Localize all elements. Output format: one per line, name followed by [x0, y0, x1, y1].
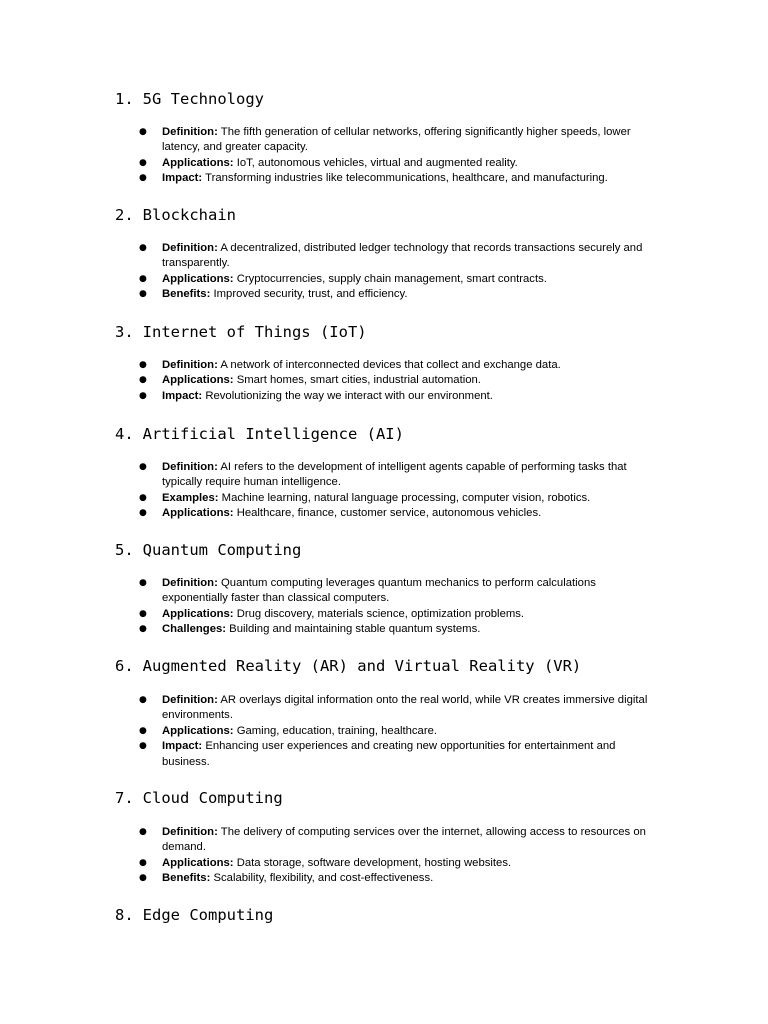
item-text: Revolutionizing the way we interact with our environment. [202, 389, 493, 402]
section-title: Quantum Computing [142, 541, 302, 559]
bullet-icon: ● [139, 608, 147, 619]
bullet-icon: ● [139, 360, 147, 370]
item-label: Applications: [162, 724, 234, 737]
section-heading [115, 424, 404, 444]
list-item [0, 125, 652, 156]
list-item [0, 739, 652, 770]
section-title: Edge Computing [142, 906, 274, 924]
item-label: Definition: [162, 242, 218, 254]
item-text: A network of interconnected devices that collect and exchange data. [217, 359, 561, 371]
item-text: AI refers to the development of intelligent agents capable of performing tasks that typically require human intelligence. [162, 461, 627, 489]
item-label: Impact: [162, 172, 203, 185]
item-text: The fifth generation of cellular networks, offering significantly higher speeds, lower latency, and greater capacity. [162, 126, 631, 154]
section-number: 4. [115, 425, 134, 443]
bullet-icon: ● [139, 508, 147, 519]
section-title: Augmented Reality (AR) and Virtual Reality (VR) [142, 657, 582, 675]
section-number: 7. [115, 789, 134, 807]
bullet-list [0, 241, 652, 303]
bullet-list [0, 576, 652, 638]
list-item [0, 389, 652, 404]
section-heading [115, 205, 236, 225]
list-item [0, 156, 652, 171]
bullet-icon: ● [139, 624, 147, 635]
item-label: Benefits: [162, 872, 211, 885]
section-number: 8. [115, 906, 134, 924]
item-text: Smart homes, smart cities, industrial automation. [233, 374, 481, 387]
item-text: Cryptocurrencies, supply chain management, smart contracts. [233, 272, 547, 285]
item-text: Healthcare, finance, customer service, autonomous vehicles. [233, 507, 542, 520]
section-title: Blockchain [142, 206, 236, 224]
list-item [0, 693, 652, 724]
item-label: Impact: [162, 389, 203, 402]
bullet-icon: ● [139, 873, 147, 884]
list-item [0, 491, 652, 506]
item-text: Enhancing user experiences and creating new opportunities for entertainment and business. [162, 740, 616, 768]
bullet-icon: ● [139, 375, 147, 386]
item-text: Machine learning, natural language processing, computer vision, robotics. [218, 491, 591, 504]
section-heading [115, 788, 283, 808]
bullet-icon: ● [139, 492, 147, 503]
item-label: Definition: [162, 461, 218, 473]
section-title: Internet of Things (IoT) [142, 323, 367, 341]
bullet-icon: ● [139, 857, 147, 868]
bullet-icon: ● [139, 462, 147, 472]
item-label: Examples: [162, 491, 219, 504]
item-text: Drug discovery, materials science, optimization problems. [233, 607, 525, 620]
bullet-icon: ● [139, 390, 147, 401]
list-item [0, 622, 652, 637]
item-label: Definition: [162, 126, 218, 138]
section-number: 2. [115, 206, 134, 224]
section-heading [115, 905, 273, 925]
bullet-list [0, 358, 652, 404]
section-heading [115, 89, 264, 109]
list-item [0, 607, 652, 622]
item-label: Applications: [162, 856, 234, 869]
item-text: IoT, autonomous vehicles, virtual and augmented reality. [233, 156, 518, 169]
item-label: Challenges: [162, 623, 227, 636]
bullet-icon: ● [139, 289, 147, 300]
bullet-icon: ● [139, 127, 147, 137]
item-label: Applications: [162, 374, 234, 387]
bullet-list [0, 825, 652, 887]
list-item [0, 871, 652, 886]
item-text: The delivery of computing services over the internet, allowing access to resources on demand. [162, 826, 646, 854]
item-label: Applications: [162, 156, 234, 169]
list-item [0, 241, 652, 272]
list-item [0, 576, 652, 607]
bullet-list [0, 460, 652, 522]
item-text: Data storage, software development, hosting websites. [233, 856, 512, 869]
section-title: Artificial Intelligence (AI) [142, 425, 404, 443]
section-heading [115, 656, 581, 676]
list-item [0, 825, 652, 856]
item-label: Definition: [162, 577, 218, 589]
section-number: 3. [115, 323, 134, 341]
bullet-list [0, 693, 652, 770]
section-title: 5G Technology [142, 90, 264, 108]
list-item [0, 856, 652, 871]
bullet-icon: ● [139, 157, 147, 168]
list-item [0, 506, 652, 521]
item-text: Gaming, education, training, healthcare. [233, 724, 438, 737]
list-item [0, 460, 652, 491]
section-number: 6. [115, 657, 134, 675]
section-number: 5. [115, 541, 134, 559]
bullet-icon: ● [139, 827, 147, 837]
item-text: Improved security, trust, and efficiency. [210, 288, 408, 301]
item-text: A decentralized, distributed ledger technology that records transactions securely and transparently. [162, 242, 643, 270]
bullet-list [0, 125, 652, 187]
item-label: Definition: [162, 359, 218, 371]
section-heading [115, 540, 301, 560]
bullet-icon: ● [139, 578, 147, 588]
section-title: Cloud Computing [142, 789, 283, 807]
section-number: 1. [115, 90, 134, 108]
list-item [0, 358, 652, 373]
bullet-icon: ● [139, 741, 147, 752]
list-item [0, 724, 652, 739]
item-label: Applications: [162, 507, 234, 520]
item-label: Definition: [162, 826, 218, 838]
item-label: Definition: [162, 694, 218, 706]
item-text: AR overlays digital information onto the real world, while VR creates immersive digital environments. [162, 694, 648, 722]
item-text: Quantum computing leverages quantum mechanics to perform calculations exponentially faster than classical computers. [162, 577, 596, 605]
bullet-icon: ● [139, 273, 147, 284]
list-item [0, 373, 652, 388]
item-label: Applications: [162, 607, 234, 620]
item-text: Building and maintaining stable quantum systems. [226, 623, 481, 636]
list-item [0, 272, 652, 287]
item-text: Scalability, flexibility, and cost-effectiveness. [210, 872, 434, 885]
bullet-icon: ● [139, 725, 147, 736]
bullet-icon: ● [139, 695, 147, 705]
bullet-icon: ● [139, 173, 147, 184]
item-text: Transforming industries like telecommunications, healthcare, and manufacturing. [202, 172, 608, 185]
bullet-icon: ● [139, 243, 147, 253]
list-item [0, 171, 652, 186]
item-label: Benefits: [162, 288, 211, 301]
section-heading [115, 322, 367, 342]
list-item [0, 287, 652, 302]
item-label: Applications: [162, 272, 234, 285]
item-label: Impact: [162, 740, 203, 753]
